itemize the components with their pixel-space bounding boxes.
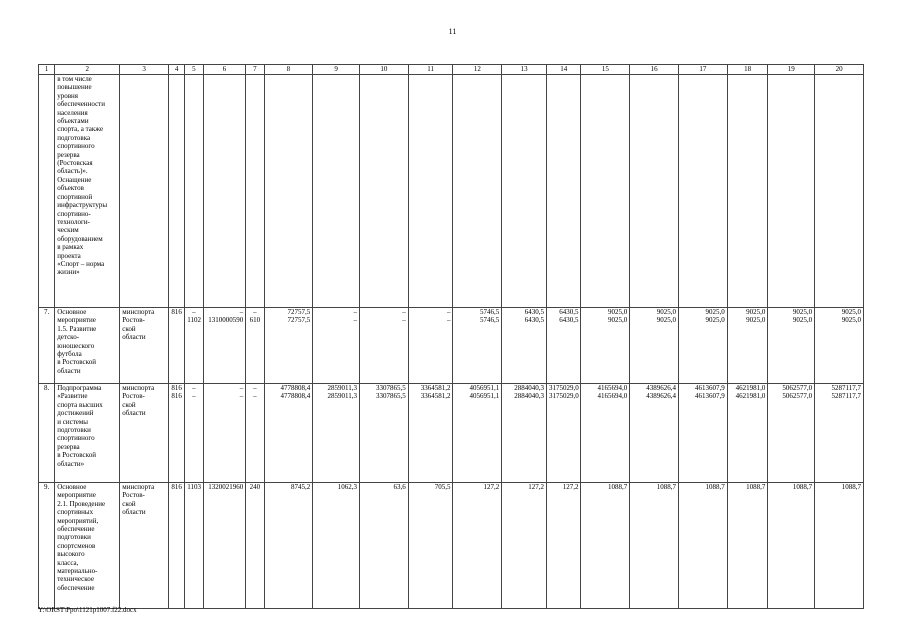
table-cell bbox=[185, 75, 203, 308]
table-cell: Подпрограмма «Развитие спорта высших достижений и системы подготовки спортивного резерва в Ростовской области» bbox=[55, 384, 120, 483]
table-cell: – – bbox=[360, 308, 409, 384]
header-cell: 9 bbox=[313, 65, 360, 75]
header-cell: 6 bbox=[203, 65, 246, 75]
table-cell: – – bbox=[408, 308, 453, 384]
table-cell: 1103 bbox=[185, 483, 203, 609]
table-cell bbox=[815, 75, 864, 308]
header-cell: 4 bbox=[169, 65, 185, 75]
table-cell: 8. bbox=[39, 384, 55, 483]
table-cell: 9025,0 9025,0 bbox=[768, 308, 815, 384]
table-row bbox=[39, 483, 864, 609]
table-cell: 6430,5 6430,5 bbox=[502, 308, 547, 384]
table-cell bbox=[408, 75, 453, 308]
table-cell: 816 bbox=[169, 308, 185, 384]
table-cell: 1320021960 bbox=[203, 483, 246, 609]
table-cell: 1088,7 bbox=[727, 483, 768, 609]
table-cell: 3307865,5 3307865,5 bbox=[360, 384, 409, 483]
table-cell: 4621981,0 4621981,0 bbox=[727, 384, 768, 483]
header-cell: 13 bbox=[502, 65, 547, 75]
table-cell: 5062577,0 5062577,0 bbox=[768, 384, 815, 483]
table-cell: 240 bbox=[246, 483, 264, 609]
file-path-footer: Y:\ORST\Ppo\1121p1007.f22.docx bbox=[38, 606, 137, 614]
table-cell: 9025,0 9025,0 bbox=[727, 308, 768, 384]
table-cell: 816 816 bbox=[169, 384, 185, 483]
table-cell: 4778808,4 4778808,4 bbox=[264, 384, 313, 483]
table-cell: 705,5 bbox=[408, 483, 453, 609]
table-cell: 9025,0 9025,0 bbox=[630, 308, 679, 384]
table-cell: 1088,7 bbox=[815, 483, 864, 609]
table-cell bbox=[453, 75, 502, 308]
header-cell: 17 bbox=[679, 65, 728, 75]
table-cell bbox=[264, 75, 313, 308]
header-cell: 19 bbox=[768, 65, 815, 75]
table-cell bbox=[246, 75, 264, 308]
header-cell: 1 bbox=[39, 65, 55, 75]
budget-table bbox=[38, 64, 864, 609]
table-cell: минспорта Ростов- ской области bbox=[120, 308, 169, 384]
table-cell bbox=[203, 75, 246, 308]
table-cell: 3364581,2 3364581,2 bbox=[408, 384, 453, 483]
table-cell bbox=[727, 75, 768, 308]
table-cell: – 1310000590 bbox=[203, 308, 246, 384]
header-row bbox=[39, 65, 864, 75]
table-cell bbox=[679, 75, 728, 308]
table-cell: – 610 bbox=[246, 308, 264, 384]
table-cell: Основное мероприятие 2.1. Проведение спортивных мероприятий, обеспечение подготовки спортсменов высокого класса, материально- техническое обеспечение bbox=[55, 483, 120, 609]
table-cell: 8745,2 bbox=[264, 483, 313, 609]
table-row bbox=[39, 384, 864, 483]
header-cell: 20 bbox=[815, 65, 864, 75]
table-cell: 2859011,3 2859011,3 bbox=[313, 384, 360, 483]
header-cell: 18 bbox=[727, 65, 768, 75]
table-cell bbox=[120, 75, 169, 308]
table-cell: Основное мероприятие 1.5. Развитие детско- юношеского футбола в Ростовской области bbox=[55, 308, 120, 384]
table-cell: 7. bbox=[39, 308, 55, 384]
table-cell bbox=[360, 75, 409, 308]
table-cell: – – bbox=[246, 384, 264, 483]
header-cell: 2 bbox=[55, 65, 120, 75]
table-cell: – – bbox=[203, 384, 246, 483]
table-row bbox=[39, 75, 864, 308]
table-cell: 127,2 bbox=[502, 483, 547, 609]
table-cell: – – bbox=[313, 308, 360, 384]
table-cell bbox=[630, 75, 679, 308]
table-row bbox=[39, 308, 864, 384]
header-cell: 15 bbox=[581, 65, 630, 75]
page-number: 11 bbox=[448, 27, 457, 36]
table-cell: 127,2 bbox=[453, 483, 502, 609]
table-cell: 9. bbox=[39, 483, 55, 609]
header-cell: 8 bbox=[264, 65, 313, 75]
table-cell: 72757,5 72757,5 bbox=[264, 308, 313, 384]
table-cell: 2884040,3 2884040,3 bbox=[502, 384, 547, 483]
table-cell: 9025,0 9025,0 bbox=[679, 308, 728, 384]
table-cell: 4613607,9 4613607,9 bbox=[679, 384, 728, 483]
header-cell: 14 bbox=[546, 65, 581, 75]
table-cell: 1088,7 bbox=[768, 483, 815, 609]
table-cell: 1062,3 bbox=[313, 483, 360, 609]
table-cell: 9025,0 9025,0 bbox=[581, 308, 630, 384]
table-cell bbox=[169, 75, 185, 308]
table-cell: 3175029,0 3175029,0 bbox=[546, 384, 581, 483]
table-cell: 63,6 bbox=[360, 483, 409, 609]
table-cell bbox=[546, 75, 581, 308]
table-cell: 816 bbox=[169, 483, 185, 609]
table-cell: 9025,0 9025,0 bbox=[815, 308, 864, 384]
table-cell: 127,2 bbox=[546, 483, 581, 609]
table-cell: 1088,7 bbox=[679, 483, 728, 609]
table-cell bbox=[581, 75, 630, 308]
table-cell: 5287117,7 5287117,7 bbox=[815, 384, 864, 483]
table-cell: минспорта Ростов- ской области bbox=[120, 483, 169, 609]
table-cell: 5746,5 5746,5 bbox=[453, 308, 502, 384]
header-cell: 10 bbox=[360, 65, 409, 75]
header-cell: 3 bbox=[120, 65, 169, 75]
table-cell bbox=[768, 75, 815, 308]
table-cell: 4165694,0 4165694,0 bbox=[581, 384, 630, 483]
table-cell: – 1102 bbox=[185, 308, 203, 384]
header-cell: 7 bbox=[246, 65, 264, 75]
header-cell: 12 bbox=[453, 65, 502, 75]
table-cell: 6430,5 6430,5 bbox=[546, 308, 581, 384]
header-cell: 5 bbox=[185, 65, 203, 75]
table-cell: – – bbox=[185, 384, 203, 483]
table-cell bbox=[313, 75, 360, 308]
table-cell bbox=[39, 75, 55, 308]
table-cell: 4389626,4 4389626,4 bbox=[630, 384, 679, 483]
table-cell: 1088,7 bbox=[581, 483, 630, 609]
table-cell: 4056951,1 4056951,1 bbox=[453, 384, 502, 483]
table-cell bbox=[502, 75, 547, 308]
table-cell: в том числе повышение уровня обеспеченности населения объектами спорта, а также подготовка спортивного резерва (Ростовская область)». Оснащение объектов спортивной инфраструктуры спортивно- технологи- ческим оборудованием в рамках проекта «Спорт – норма жизни» bbox=[55, 75, 120, 308]
table-cell: 1088,7 bbox=[630, 483, 679, 609]
table-cell: минспорта Ростов- ской области bbox=[120, 384, 169, 483]
header-cell: 11 bbox=[408, 65, 453, 75]
header-cell: 16 bbox=[630, 65, 679, 75]
